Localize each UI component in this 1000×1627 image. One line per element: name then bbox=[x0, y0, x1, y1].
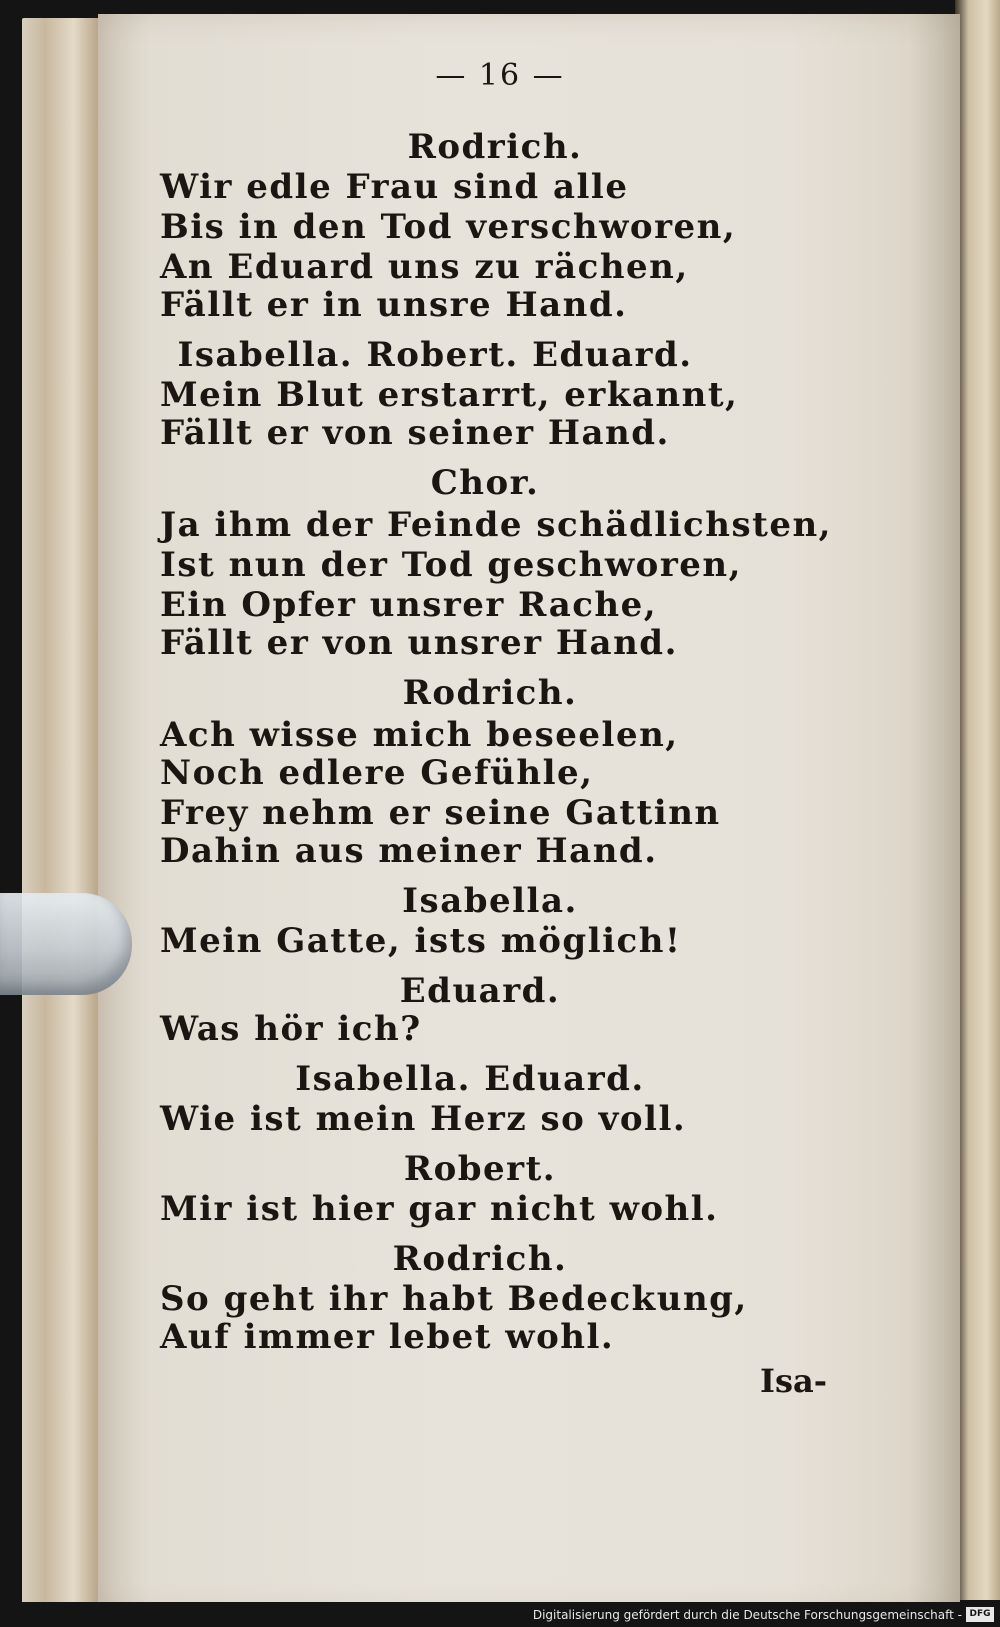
speaker-heading: Isabella. Eduard. bbox=[295, 1059, 645, 1099]
footer-bar bbox=[0, 1602, 1000, 1627]
speaker-heading: Eduard. bbox=[399, 971, 561, 1011]
verse-line: Ach wisse mich beseelen, bbox=[160, 715, 679, 755]
speaker-heading: Robert. bbox=[403, 1149, 557, 1189]
verse-line: Wie ist mein Herz so voll. bbox=[160, 1099, 687, 1139]
speaker-heading: Rodrich. bbox=[407, 127, 583, 167]
verse-line: Was hör ich? bbox=[160, 1009, 422, 1049]
verse-line: So geht ihr habt Bedeckung, bbox=[160, 1279, 748, 1319]
verse-line: Ist nun der Tod geschworen, bbox=[160, 545, 742, 585]
page-clip bbox=[0, 893, 132, 995]
verse-line: Auf immer lebet wohl. bbox=[160, 1317, 615, 1357]
speaker-heading: Chor. bbox=[430, 463, 540, 503]
verse-line: Dahin aus meiner Hand. bbox=[160, 831, 658, 871]
verse-line: Bis in den Tod verschworen, bbox=[160, 207, 737, 247]
verse-line: Ein Opfer unsrer Rache, bbox=[160, 585, 658, 625]
verse-line: Fällt er von seiner Hand. bbox=[160, 413, 670, 453]
verse-line: Noch edlere Gefühle, bbox=[160, 753, 594, 793]
page-number: — 16 — bbox=[435, 58, 565, 93]
verse-line: Mein Gatte, ists möglich! bbox=[160, 921, 682, 961]
verse-line: Mir ist hier gar nicht wohl. bbox=[160, 1189, 719, 1229]
facing-page-edge bbox=[955, 0, 1000, 1600]
verse-line: Fällt er von unsrer Hand. bbox=[160, 623, 678, 663]
verse-line: An Eduard uns zu rächen, bbox=[160, 247, 689, 287]
verse-line: Wir edle Frau sind alle bbox=[160, 167, 629, 207]
speaker-heading: Isabella. Robert. Eduard. bbox=[177, 335, 693, 375]
verse-line: Fällt er in unsre Hand. bbox=[160, 285, 628, 325]
verse-line: Ja ihm der Feinde schädlichsten, bbox=[160, 505, 833, 545]
catchword: Isa- bbox=[760, 1362, 827, 1400]
verse-line: Mein Blut erstarrt, erkannt, bbox=[160, 375, 739, 415]
verse-line: Frey nehm er seine Gattinn bbox=[160, 793, 721, 833]
footer-credit: Digitalisierung gefördert durch die Deutsche Forschungsgemeinschaft - bbox=[532, 1608, 962, 1622]
dfg-logo: DFG bbox=[966, 1607, 994, 1622]
speaker-heading: Rodrich. bbox=[392, 1239, 568, 1279]
speaker-heading: Isabella. bbox=[402, 881, 578, 921]
speaker-heading: Rodrich. bbox=[402, 673, 578, 713]
